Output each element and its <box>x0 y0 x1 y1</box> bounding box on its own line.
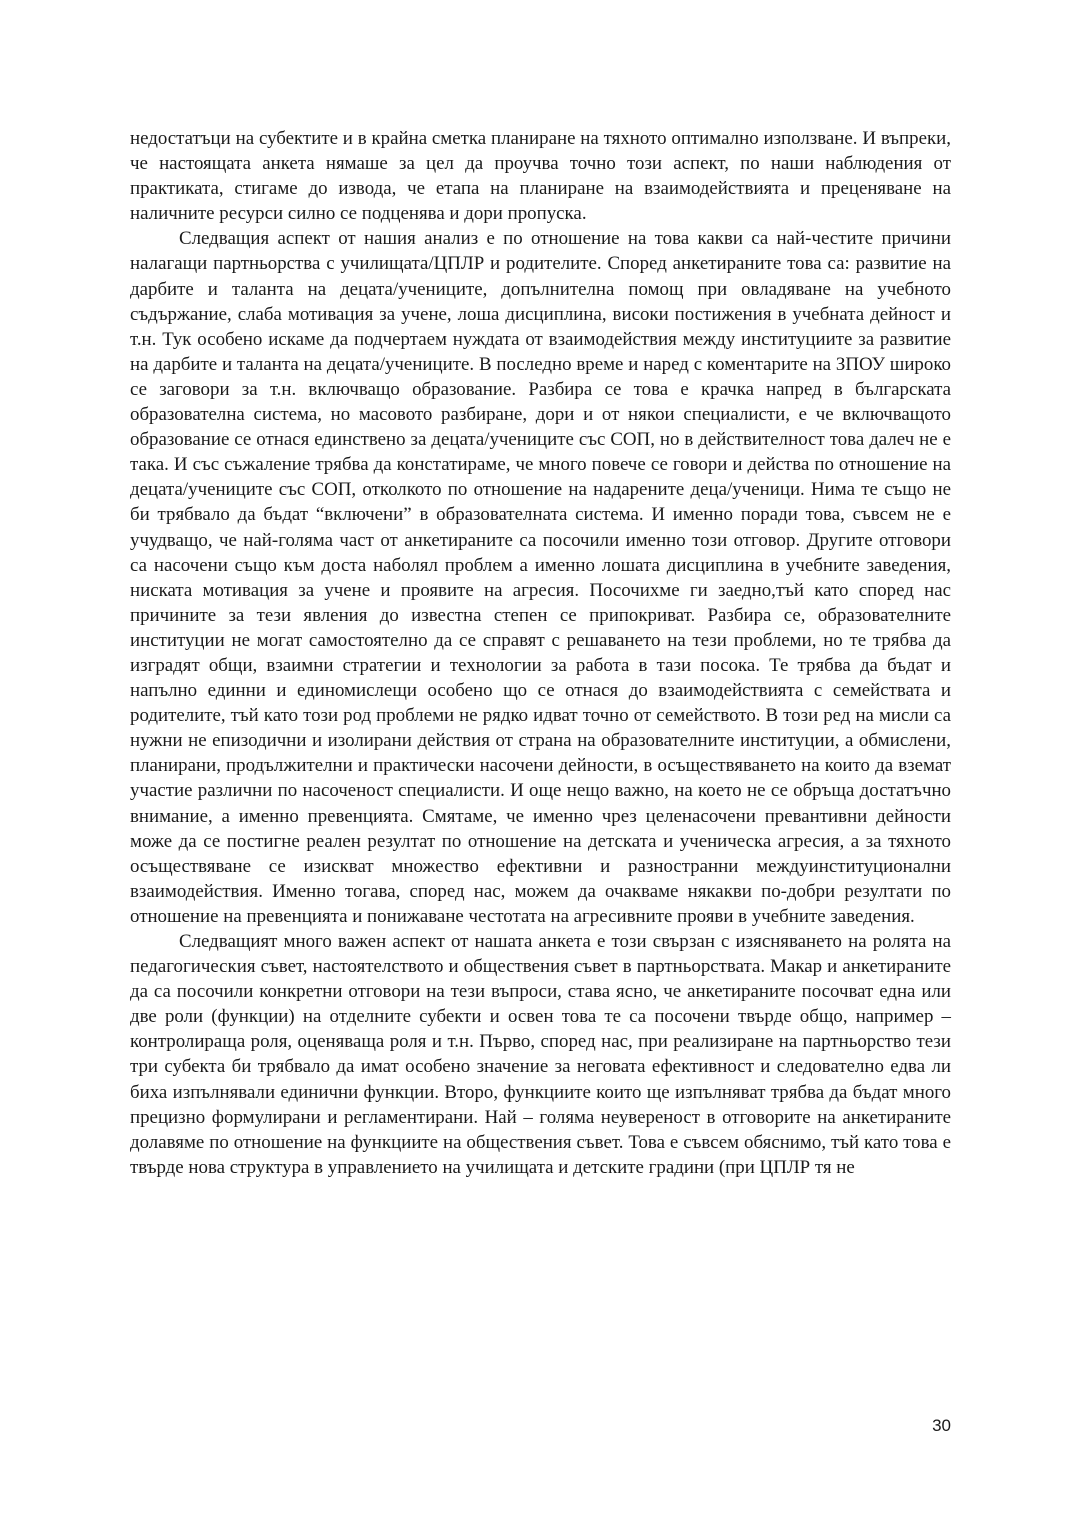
document-page <box>130 126 951 1180</box>
paragraph-partnership-reasons: Следващия аспект от нашия анализ е по отношение на това какви са най-честите причини налагащи партньорства с училищата/ЦПЛР и родителите. Според анкетираните това са: развитие на дарбите и таланта на децата/учениците, допълнителна помощ при овладяване на учебното съдържание, слаба мотивация за учене, лоша дисциплина, високи постижения в учебната дейност и т.н. Тук особено искаме да подчертаем нуждата от взаимодействия между институциите за развитие на дарбите и таланта на децата/учениците. В последно време и наред с коментарите на ЗПОУ широко се заговори за т.н. включващо образование. Разбира се това е крачка напред в българската образователна система, но масовото разбиране, дори и от някои специалисти, е че включващото образование се отнася единствено за децата/учениците със СОП, но в действителност това далеч не е така. И със съжаление трябва да констатираме, че много повече се говори и действа по отношение на децата/учениците със СОП, отколкото по отношение на надарените деца/ученици. Нима те също не би трябвало да бъдат “включени” в образователната система. И именно поради това, съвсем не е учудващо, че най-голяма част от анкетираните са посочили именно този отговор. Другите отговори са насочени също към доста наболял проблем а именно лошата дисциплина в учебните заведения, ниската мотивация за учене и проявите на агресия. Посочихме ги заедно,тъй като според нас причините за тези явления до известна степен се припокриват. Разбира се, образователните институции не могат самостоятелно да се справят с решаването на тези проблеми, но те трябва да изградят общи, взаимни стратегии и технологии за работа в тази посока. Те трябва да бъдат и напълно единни и единомислещи особено що се отнася до взаимодействията с семействата и родителите, тъй като този род проблеми не рядко идват точно от семейството. В този ред на мисли са нужни не епизодични и изолирани действия от страна на образователните институции, а обмислени, планирани, продължителни и практически насочени дейности, в осъществяването на които да вземат участие различни по насоченост специалисти. И още нещо важно, на което не се обръща достатъчно внимание, а именно превенцията. Смятаме, че именно чрез целенасочени превантивни дейности може да се постигне реален резултат по отношение на детската и ученическа агресия, а за тяхното осъществяване се изискват множество ефективни и разностранни междуинституционални взаимодействия. Именно тогава, според нас, можем да очакваме някакви по-добри резултати по отношение на превенцията и понижаване честотата на агресивните прояви в учебните заведения. <box>130 228 951 927</box>
page-number: 30 <box>932 1416 951 1435</box>
paragraph-council-roles: Следващият много важен аспект от нашата анкета е този свързан с изясняването на ролята на педагогическия съвет, настоятелството и обществения съвет в партньорствата. Макар и анкетираните да са посочили конкретни отговори на тези въпроси, става ясно, че анкетираните посочват една или две роли (функции) на отделните субекти и освен това те са посочени твърде общо, например – контролираща роля, оценяваща роля и т.н. Първо, според нас, при реализиране на партньорство тези три субекта би трябвало да имат особено значение за неговата ефективност и следователно едва ли биха изпълнявали единични функции. Второ, функциите които ще изпълняват трябва да бъдат много прецизно формулирани и регламентирани. Най – голяма неувереност в отговорите на анкетираните долавяме по отношение на функциите на обществения съвет. Това е съвсем обяснимо, тъй като това е твърде нова структура в управлението на училищата и детските градини (при ЦПЛР тя не <box>130 931 951 1178</box>
paragraph-continuation: недостатъци на субектите и в крайна сметка планиране на тяхното оптимално използване. И въпреки, че настоящата анкета нямаше за цел да проучва точно този аспект, по наши наблюдения от практиката, стигаме до извода, че етапа на планиране на взаимодействията и преценяване на наличните ресурси силно се подценява и дори пропуска. <box>130 128 951 225</box>
